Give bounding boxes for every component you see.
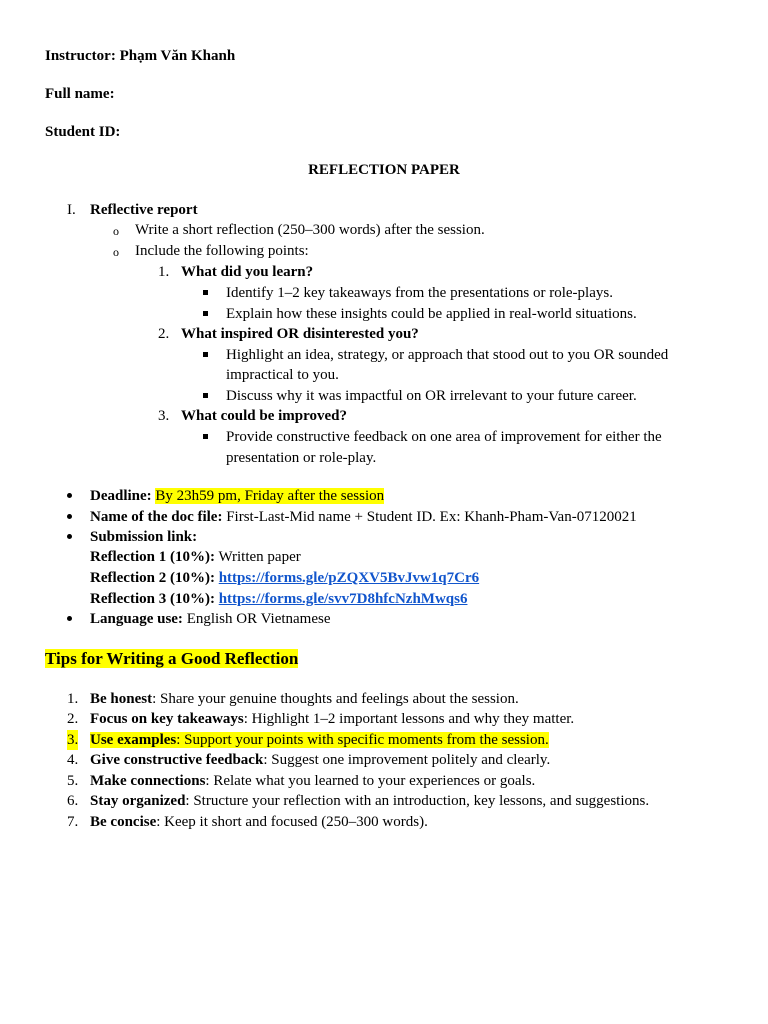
point-item-cont: impractical to you. [226, 367, 339, 383]
circle-bullet: o [113, 224, 119, 238]
tip-item [90, 791, 649, 811]
language-label: Language use: [90, 611, 183, 627]
section-numeral: I. [67, 202, 76, 218]
instructor-label: Instructor: [45, 48, 116, 64]
docfile-value: First-Last-Mid name + Student ID. Ex: Khanh-Pham-Van-07120021 [226, 509, 637, 525]
point-number: 1. [158, 264, 170, 280]
language-line [90, 609, 331, 629]
tip-label: Stay organized [90, 793, 186, 809]
tip-number: 1. [67, 691, 79, 707]
point-heading: What did you learn? [181, 264, 314, 280]
tip-number: 2. [67, 711, 79, 727]
bullet-icon [67, 514, 72, 519]
bullet-icon [67, 616, 72, 621]
point-number: 2. [158, 326, 170, 342]
language-value: English OR Vietnamese [186, 611, 331, 627]
tip-item [90, 771, 535, 791]
docfile-label: Name of the doc file: [90, 509, 223, 525]
square-bullet-icon [203, 352, 208, 357]
square-bullet-icon [203, 290, 208, 295]
tip-number: 6. [67, 793, 79, 809]
bullet-icon [67, 534, 72, 539]
tip-number: 4. [67, 752, 79, 768]
point-item: Discuss why it was impactful on OR irrelevant to your future career. [226, 388, 637, 404]
reflection3-label: Reflection 3 (10%): [90, 591, 215, 607]
reflection1-value: Written paper [218, 549, 301, 565]
section-heading: Reflective report [90, 202, 198, 218]
bullet-icon [67, 493, 72, 498]
tip-text: : Keep it short and focused (250–300 words). [156, 814, 428, 830]
reflection3-link[interactable]: https://forms.gle/svv7D8hfcNzhMwqs6 [218, 591, 468, 607]
deadline-line [90, 486, 384, 506]
submission-label: Submission link: [90, 529, 198, 545]
square-bullet-icon [203, 393, 208, 398]
section-bullet: Write a short reflection (250–300 words) after the session. [135, 222, 485, 238]
studentid-label: Student ID: [45, 124, 121, 140]
deadline-label: Deadline: [90, 488, 152, 504]
tip-text: : Structure your reflection with an introduction, key lessons, and suggestions. [185, 793, 650, 809]
tip-number: 3. [67, 732, 79, 748]
circle-bullet: o [113, 245, 119, 259]
tips-heading-text: Tips for Writing a Good Reflection [45, 649, 299, 668]
deadline-value: By 23h59 pm, Friday after the session [155, 488, 385, 504]
tip-text: : Support your points with specific moments from the session. [176, 732, 549, 748]
tip-number: 7. [67, 814, 79, 830]
tip-text: : Highlight 1–2 important lessons and why they matter. [243, 711, 575, 727]
square-bullet-icon [203, 311, 208, 316]
square-bullet-icon [203, 434, 208, 439]
reflection2-line [90, 568, 479, 588]
tip-item [90, 750, 550, 770]
tip-text: : Suggest one improvement politely and clearly. [263, 752, 551, 768]
point-number: 3. [158, 408, 170, 424]
point-item: Identify 1–2 key takeaways from the presentations or role-plays. [226, 285, 613, 301]
point-item: Explain how these insights could be applied in real-world situations. [226, 306, 637, 322]
tip-item [90, 812, 428, 832]
tip-label: Focus on key takeaways [90, 711, 244, 727]
tip-label: Use examples [90, 732, 177, 748]
instructor-line [45, 46, 235, 66]
reflection2-label: Reflection 2 (10%): [90, 570, 215, 586]
tip-item [90, 709, 574, 729]
tip-label: Be concise [90, 814, 157, 830]
tip-text: : Share your genuine thoughts and feelings about the session. [152, 691, 519, 707]
point-heading: What inspired OR disinterested you? [181, 326, 419, 342]
reflection1-label: Reflection 1 (10%): [90, 549, 215, 565]
reflection1-line [90, 547, 301, 567]
point-item: Highlight an idea, strategy, or approach that stood out to you OR sounded [226, 347, 669, 363]
point-item: Provide constructive feedback on one area of improvement for either the [226, 429, 662, 445]
tip-text: : Relate what you learned to your experiences or goals. [205, 773, 536, 789]
tip-item [90, 689, 519, 709]
point-item-cont: presentation or role-play. [226, 450, 377, 466]
reflection2-link[interactable]: https://forms.gle/pZQXV5BvJvw1q7Cr6 [218, 570, 480, 586]
tip-label: Make connections [90, 773, 206, 789]
page-title: REFLECTION PAPER [308, 162, 460, 178]
section-bullet: Include the following points: [135, 243, 309, 259]
instructor-name: Phạm Văn Khanh [119, 48, 236, 64]
point-heading: What could be improved? [181, 408, 347, 424]
tip-number: 5. [67, 773, 79, 789]
docfile-line [90, 507, 637, 527]
fullname-label: Full name: [45, 86, 115, 102]
reflection3-line [90, 589, 467, 609]
tip-item-highlighted [90, 730, 549, 750]
tips-heading [45, 648, 298, 670]
tip-label: Give constructive feedback [90, 752, 264, 768]
tip-label: Be honest [90, 691, 153, 707]
